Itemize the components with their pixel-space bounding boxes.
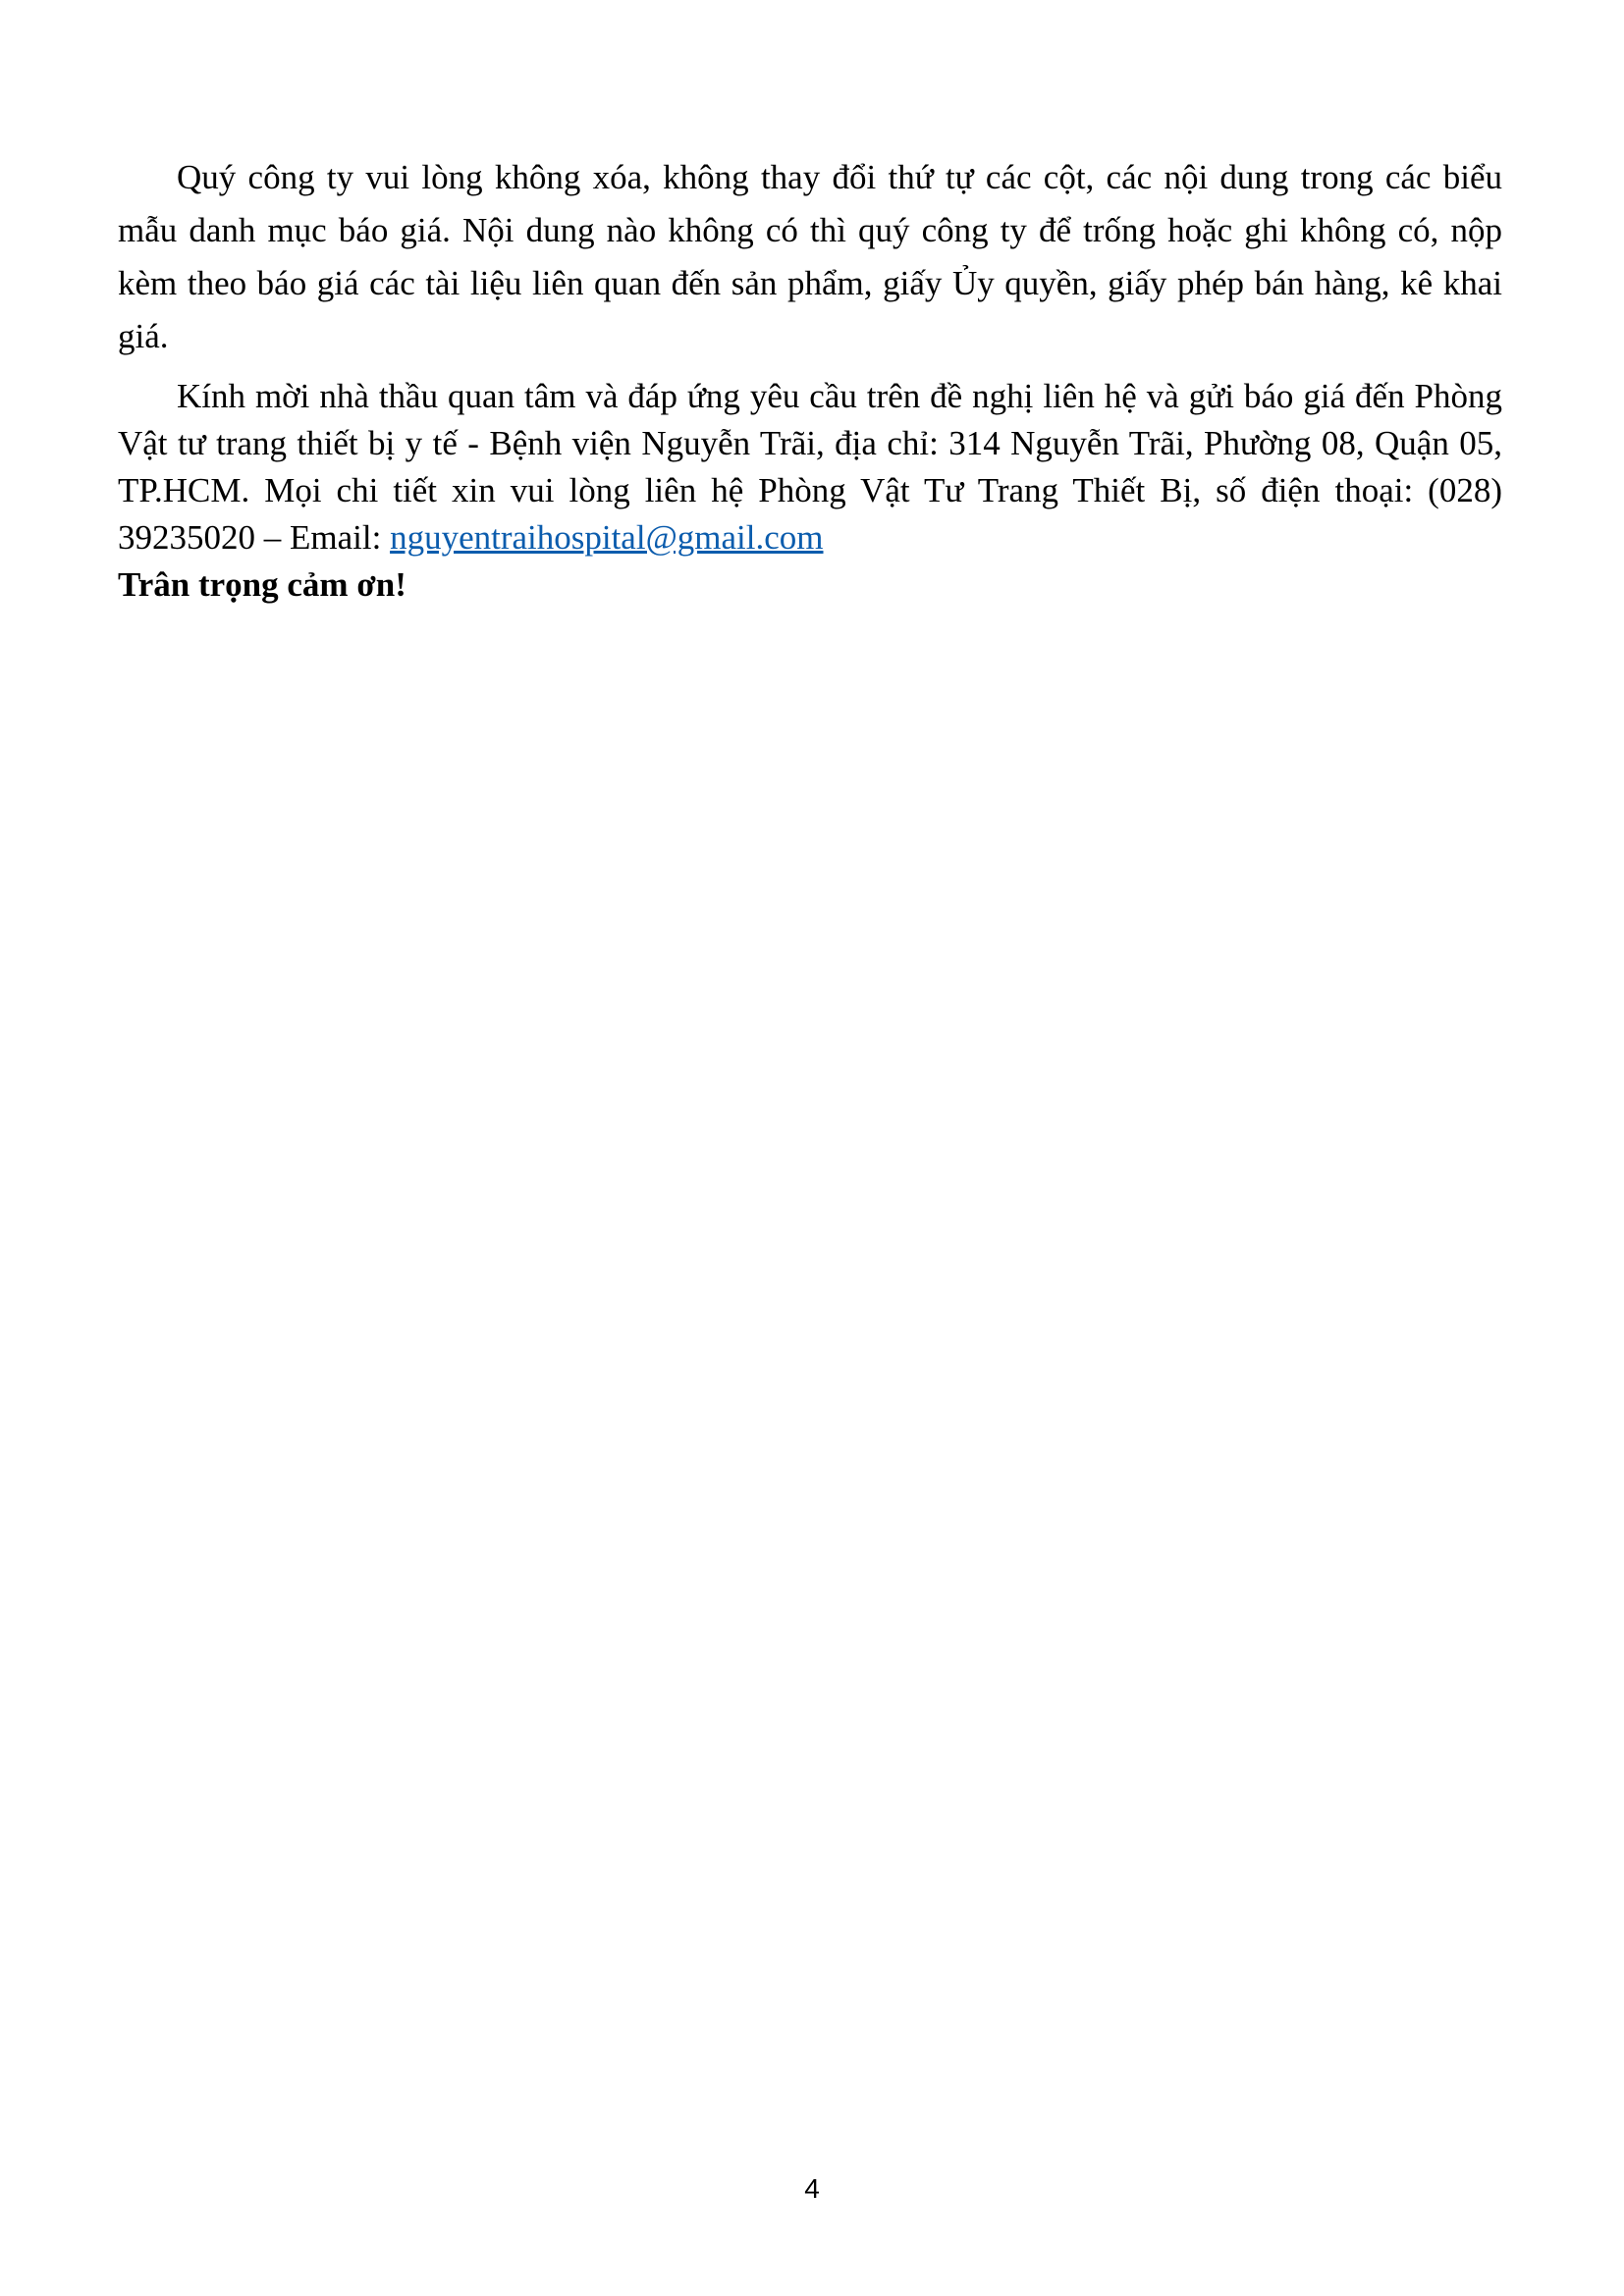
page-number: 4 [804, 2173, 820, 2204]
paragraph-instructions: Quý công ty vui lòng không xóa, không thay đổi thứ tự các cột, các nội dung trong các biểu mẫu danh mục báo giá. Nội dung nào không có thì quý công ty để trống hoặc ghi không có, nộp kèm theo báo giá các tài liệu liên quan đến sản phẩm, giấy Ủy quyền, giấy phép bán hàng, kê khai giá. [118, 158, 1502, 355]
paragraph-invitation [118, 373, 1502, 561]
document-body [118, 151, 1502, 609]
closing-line: Trân trọng cảm ơn! [118, 565, 406, 604]
invitation-text: Kính mời nhà thầu quan tâm và đáp ứng yêu cầu trên đề nghị liên hệ và gửi báo giá đến Phòng Vật tư trang thiết bị y tế - Bệnh viện Nguyễn Trãi, địa chỉ: 314 Nguyễn Trãi, Phường 08, Quận 05, TP.HCM. Mọi chi tiết xin vui lòng liên hệ Phòng Vật Tư Trang Thiết Bị, số điện thoại: (028) 39235020 – Email: [118, 377, 1502, 557]
email-link[interactable]: nguyentraihospital@gmail.com [390, 518, 824, 557]
